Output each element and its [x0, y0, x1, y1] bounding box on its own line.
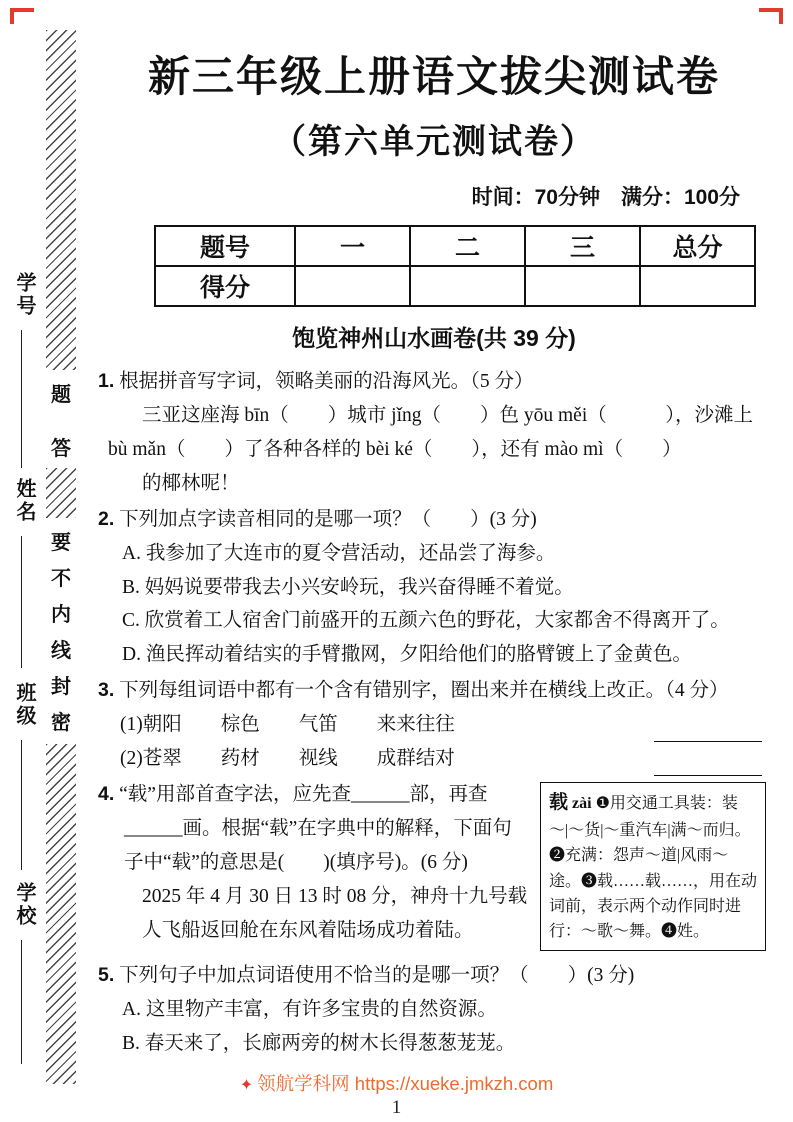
question-4-sentence: 2025 年 4 月 30 日 13 时 08 分，神舟十九号载人飞船返回舱在东风着陆场成功着陆。	[142, 885, 528, 941]
question-4	[98, 778, 766, 957]
name-label: 姓名	[13, 478, 35, 524]
name-blank-line	[21, 536, 22, 668]
score-table-header-row	[155, 226, 755, 266]
seal-char: 内	[51, 604, 71, 626]
page-title: 新三年级上册语文拔尖测试卷	[147, 53, 720, 100]
question-3-row-2	[98, 742, 766, 776]
answer-blank-line	[654, 748, 762, 776]
score-cell-empty	[295, 266, 410, 306]
dict-definitions: ❶用交通工具装：装～|～货|～重汽车|满～而归。❷充满：怨声～道|风雨～途。❸载……载……，用在动词前，表示两个动作同时进行：～歌～舞。❹姓。	[549, 795, 758, 941]
score-table-header-cell: 三	[525, 226, 640, 266]
score-table-header-cell: 题号	[155, 226, 295, 266]
score-row-label: 得分	[155, 266, 295, 306]
seal-char: 题	[51, 384, 71, 406]
question-1-line: 的椰林呢！	[142, 472, 240, 494]
time-score-info: 时间：70分钟 满分：100分	[471, 186, 740, 209]
seal-char: 线	[51, 640, 71, 662]
question-2-option-c: C. 欣赏着工人宿舍门前盛开的五颜六色的野花，大家都舍不得离开了。	[122, 610, 730, 632]
question-2	[98, 503, 766, 673]
seal-char: 要	[51, 532, 71, 554]
question-4-number: 4.	[98, 783, 115, 806]
score-table-header-cell: 二	[410, 226, 525, 266]
question-1-stem	[98, 365, 766, 399]
section-title: 饱览神州山水画卷(共 39 分)	[292, 325, 576, 351]
footer	[0, 1070, 793, 1096]
question-3-stem	[98, 674, 766, 708]
question-2-number: 2.	[98, 507, 115, 530]
answer-blank-line	[654, 714, 762, 742]
student-id-label: 学号	[13, 272, 35, 318]
question-1-number: 1.	[98, 370, 115, 392]
dictionary-excerpt-box	[540, 782, 766, 951]
score-cell-empty	[525, 266, 640, 306]
question-1-stem-text: 根据拼音写字词，领略美丽的沿海风光。（5 分）	[119, 371, 534, 392]
dict-entry-character: 载	[549, 792, 569, 814]
question-1-line: bù mǎn（ ）了各种各样的 bèi ké（ ），还有 mào mì（ ）	[108, 438, 682, 460]
school-blank-line	[21, 940, 22, 1064]
seal-margin	[0, 0, 94, 1122]
question-3-words-1: (1)朝阳 棕色 气笛 来来往往	[120, 714, 455, 736]
score-table-score-row	[155, 266, 755, 306]
score-table-header-cell: 一	[295, 226, 410, 266]
question-3-stem-text: 下列每组词语中都有一个含有错别字，圈出来并在横线上改正。（4 分）	[119, 680, 729, 702]
score-table-header-cell: 总分	[640, 226, 755, 266]
question-5-option-b: B. 春天来了，长廊两旁的树木长得葱葱茏茏。	[122, 1033, 516, 1055]
score-table	[154, 225, 756, 307]
hatch-strip-top	[46, 30, 76, 370]
question-1-line: 三亚这座海 bīn（ ）城市 jǐng（ ）色 yōu měi（ ），沙滩上	[142, 404, 753, 426]
page-number: 1	[391, 1097, 402, 1118]
question-3	[98, 674, 766, 776]
question-2-option-a: A. 我参加了大连市的夏令营活动，还品尝了海参。	[122, 542, 556, 564]
question-2-option-b: B. 妈妈说要带我去小兴安岭玩，我兴奋得睡不着觉。	[122, 576, 574, 598]
question-1	[98, 365, 766, 501]
question-3-row-1	[98, 708, 766, 742]
seal-char: 封	[51, 676, 71, 698]
questions	[96, 365, 772, 1061]
question-5-stem	[98, 959, 766, 993]
main-content	[96, 0, 772, 1122]
dict-entry-pinyin: zài	[572, 795, 592, 813]
school-label: 学校	[13, 882, 35, 928]
footer-site-text: 领航学科网 https://xueke.jmkzh.com	[257, 1073, 554, 1094]
seal-char: 答	[51, 438, 71, 460]
seal-char: 不	[51, 568, 71, 590]
question-3-number: 3.	[98, 679, 115, 702]
question-3-words-2: (2)苍翠 药材 视线 成群结对	[120, 748, 455, 770]
student-id-blank-line	[21, 330, 22, 468]
question-5	[98, 959, 766, 1061]
hatch-strip-middle	[46, 468, 76, 518]
question-5-option-a: A. 这里物产丰富，有许多宝贵的自然资源。	[122, 999, 497, 1021]
score-cell-empty	[640, 266, 755, 306]
hatch-strip-bottom	[46, 744, 76, 1084]
class-blank-line	[21, 740, 22, 870]
score-cell-empty	[410, 266, 525, 306]
question-4-stem-text: “载”用部首查字法，应先查______部，再查______画。根据“载”在字典中的解释，下面句子中“载”的意思是( )(填序号)。(6 分)	[119, 784, 512, 873]
question-2-option-d: D. 渔民挥动着结实的手臂撒网，夕阳给他们的胳臂镀上了金黄色。	[122, 644, 692, 666]
question-5-stem-text: 下列句子中加点词语使用不恰当的是哪一项？（ ）(3 分)	[119, 965, 635, 987]
seal-char: 密	[51, 712, 71, 734]
footer-logo-icon: ✦	[239, 1077, 254, 1094]
question-2-stem	[98, 503, 766, 537]
question-2-stem-text: 下列加点字读音相同的是哪一项？（ ）(3 分)	[119, 508, 537, 530]
page-subtitle: （第六单元测试卷）	[272, 123, 596, 161]
class-label: 班级	[13, 682, 35, 728]
question-5-number: 5.	[98, 964, 115, 987]
